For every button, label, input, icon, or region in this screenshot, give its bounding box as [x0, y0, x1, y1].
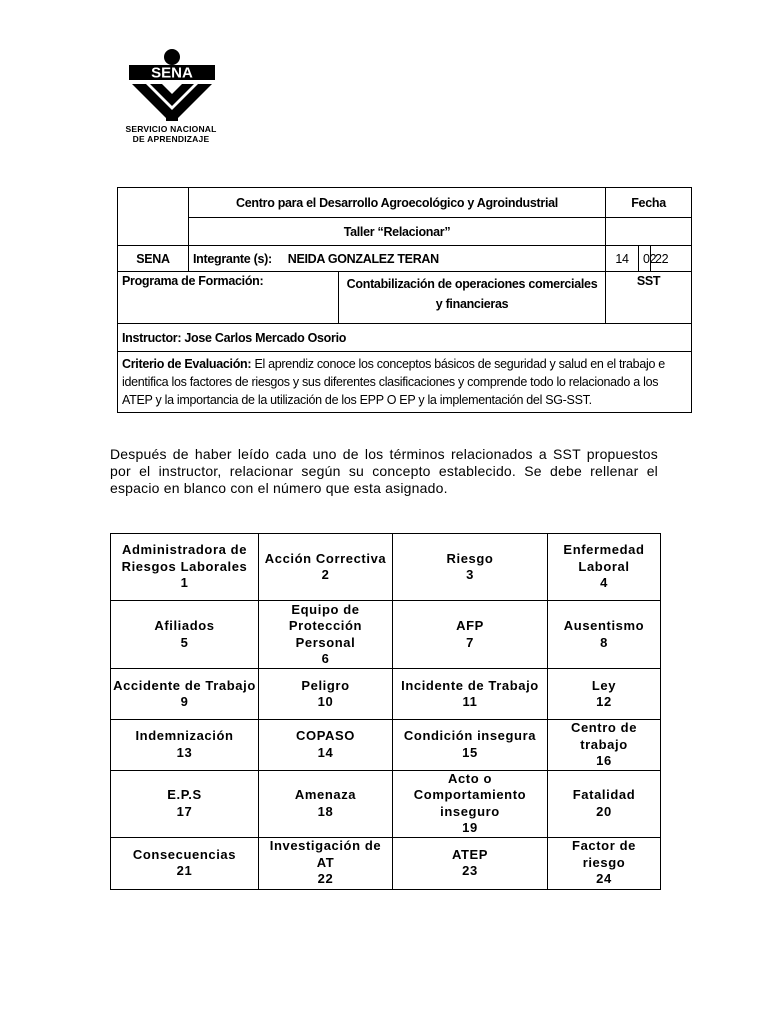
term-cell [259, 770, 393, 837]
term-number: 3 [466, 567, 474, 582]
integrante-name: NEIDA GONZALEZ TERAN [287, 251, 439, 266]
term-name: Consecuencias [132, 846, 237, 862]
term-cell [548, 770, 661, 837]
term-name: Incidente de Trabajo [401, 677, 539, 693]
term-cell [393, 720, 548, 771]
term-name: Riesgo [446, 550, 494, 566]
term-name: E.P.S [167, 787, 202, 802]
term-number: 20 [596, 803, 612, 819]
term-cell [393, 669, 548, 720]
term-name: Enfermedad Laboral [563, 542, 645, 574]
criterio-label: Criterio de Evaluación: [122, 357, 252, 371]
term-cell [548, 601, 661, 669]
term-cell [393, 770, 548, 837]
term-cell [548, 669, 661, 720]
term-cell [259, 601, 393, 669]
term-number: 10 [317, 694, 334, 709]
terms-row [111, 534, 661, 601]
term-name: Factor de riesgo [572, 838, 636, 870]
terms-row [111, 770, 661, 837]
term-cell [548, 720, 661, 771]
term-cell [259, 837, 393, 889]
term-name: Amenaza [294, 787, 357, 802]
term-cell [548, 534, 661, 601]
term-cell [111, 770, 259, 837]
term-number: 11 [462, 694, 478, 709]
term-name: Acto o Comportamiento inseguro [413, 770, 527, 819]
sena-logo [116, 44, 226, 144]
term-name: Peligro [301, 677, 350, 693]
instructor: Instructor: Jose Carlos Mercado Osorio [118, 324, 692, 352]
term-number: 16 [596, 753, 612, 768]
term-cell [259, 669, 393, 720]
svg-text:SENA: SENA [151, 64, 193, 82]
term-number: 22 [317, 871, 334, 887]
term-cell [259, 720, 393, 771]
term-number: 8 [600, 634, 608, 650]
date-month: 02 [639, 246, 651, 272]
term-cell [111, 534, 259, 601]
terms-table [110, 533, 661, 890]
term-number: 2 [321, 567, 330, 582]
programa-label: Programa de Formación: [118, 272, 339, 324]
term-number: 5 [180, 634, 189, 650]
terms-row [111, 720, 661, 771]
criterio [118, 352, 692, 413]
term-name: COPASO [296, 728, 355, 744]
term-cell [393, 601, 548, 669]
term-number: 18 [317, 803, 334, 819]
term-name: Fatalidad [572, 787, 636, 802]
programa-name: Contabilización de operaciones comerciales y financieras [339, 272, 606, 324]
sena-label: SENA [118, 246, 189, 272]
integrante-row [189, 246, 606, 272]
term-name: Indemnización [135, 728, 234, 744]
date-day: 14 [606, 246, 639, 272]
term-name: ATEP [451, 846, 489, 862]
sst-label: SST [606, 272, 692, 324]
term-name: Accidente de Trabajo [113, 677, 256, 693]
term-number: 19 [462, 820, 478, 835]
taller-title: Taller “Relacionar” [189, 218, 606, 246]
term-cell [111, 601, 259, 669]
term-number: 4 [600, 575, 608, 591]
intro-paragraph: Después de haber leído cada uno de los términos relacionados a SST propuestos por el instructor, relacionar según su concepto establecido. Se debe rellenar el espacio en blanco con el número que esta asignado. [110, 446, 658, 496]
term-name: Condición insegura [403, 728, 537, 744]
term-number: 9 [180, 694, 189, 709]
term-name: Equipo de Protección Personal [288, 601, 363, 650]
term-number: 12 [596, 694, 612, 709]
term-cell [111, 837, 259, 889]
term-number: 23 [462, 863, 478, 878]
logo-line-2: DE APRENDIZAJE [132, 134, 210, 144]
criterio-text: El aprendiz conoce los conceptos básicos de seguridad y salud en el trabajo e identifica los factores de riesgos y sus diferentes clasificaciones y comprende todo lo relacionado a los ATEP y la importancia de la utilización de los EPP O EP y la implementación del SG-SST. [122, 357, 665, 407]
term-name: Investigación de AT [269, 838, 382, 870]
terms-row [111, 837, 661, 889]
term-number: 1 [180, 575, 189, 591]
term-number: 24 [596, 871, 612, 887]
term-name: AFP [456, 618, 484, 633]
term-name: Administradora de Riesgos Laborales [121, 542, 248, 574]
integrante-label: Integrante (s): [193, 251, 272, 266]
term-cell [393, 837, 548, 889]
date-year: 22 [651, 246, 692, 272]
term-number: 21 [176, 863, 193, 878]
term-cell [111, 720, 259, 771]
term-number: 13 [176, 744, 193, 760]
term-cell [259, 534, 393, 601]
term-cell [111, 669, 259, 720]
term-name: Afiliados [154, 618, 215, 633]
logo-line-1: SERVICIO NACIONAL [125, 124, 217, 134]
fecha-label: Fecha [606, 188, 692, 218]
term-number: 17 [176, 803, 193, 819]
term-number: 14 [317, 744, 334, 760]
term-name: Ausentismo [563, 618, 645, 633]
term-name: Centro de trabajo [570, 720, 638, 752]
term-cell [548, 837, 661, 889]
header-table [117, 187, 692, 413]
fecha-blank [606, 218, 692, 246]
term-number: 15 [462, 744, 478, 760]
term-cell [393, 534, 548, 601]
term-number: 6 [321, 651, 330, 666]
term-name: Acción Correctiva [264, 550, 387, 566]
terms-row [111, 601, 661, 669]
blank-cell [118, 188, 189, 246]
term-name: Ley [591, 677, 617, 693]
center-name: Centro para el Desarrollo Agroecológico y Agroindustrial [189, 188, 606, 218]
term-number: 7 [466, 634, 474, 650]
terms-row [111, 669, 661, 720]
